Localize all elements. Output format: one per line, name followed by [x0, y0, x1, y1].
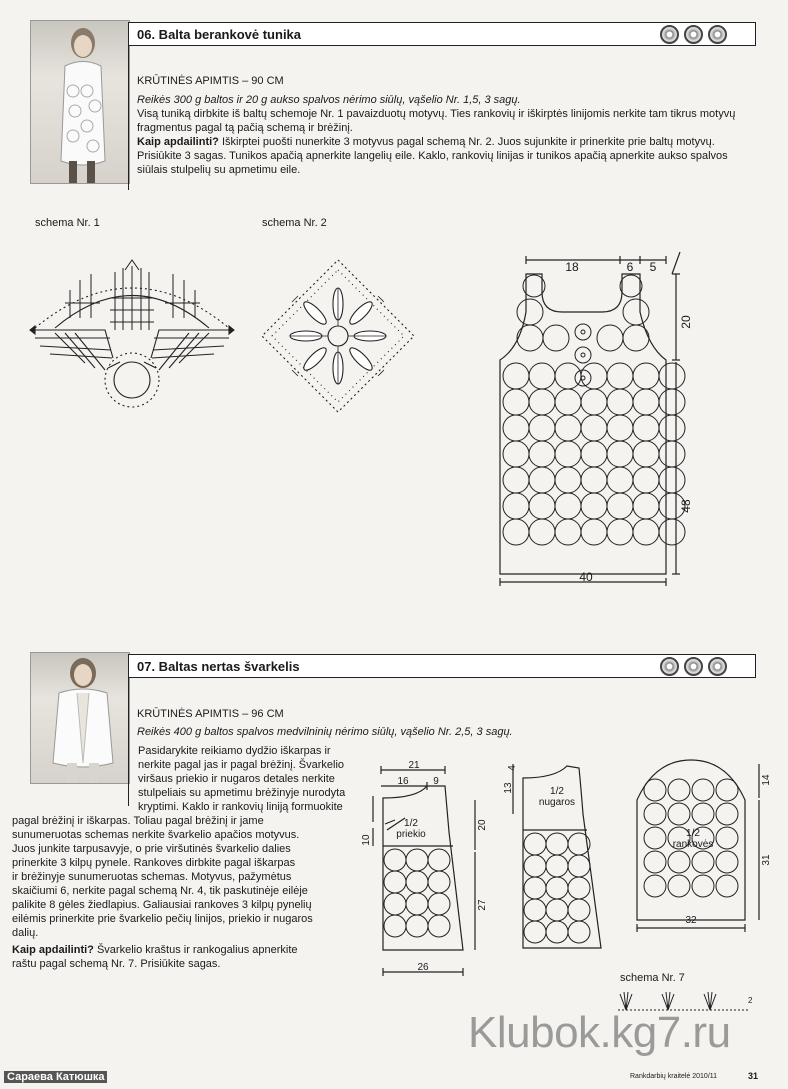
motif-circle	[503, 467, 529, 493]
dim-27: 27	[477, 899, 488, 911]
motif-circle	[428, 871, 450, 893]
dim-4: 4	[507, 765, 518, 771]
chest-size: KRŪTINĖS APIMTIS – 90 CM	[137, 75, 284, 87]
back-label-a: 1/2	[550, 786, 564, 797]
dim-14: 14	[761, 774, 772, 786]
front-label-a: 1/2	[404, 818, 418, 829]
sleeve-diagram	[625, 760, 775, 940]
body-line: prinerkite 3 kilpų pynele. Rankoves dirbkite pagal iškarpas	[12, 857, 296, 869]
motif-circle	[668, 851, 690, 873]
motif-circle	[406, 871, 428, 893]
motif-circle	[716, 851, 738, 873]
dim-20: 20	[679, 315, 693, 329]
dim-32: 32	[685, 915, 697, 926]
motif-circle	[555, 415, 581, 441]
motif-circle	[555, 519, 581, 545]
section-2-body	[12, 744, 380, 971]
magazine-name: Rankdarbių kraitelė 2010/11	[630, 1073, 718, 1080]
section-2-title-bar	[128, 654, 756, 678]
motif-circle	[529, 493, 555, 519]
body-line: ir brėžinyje sunumeruotas schemas. Motyvus, pažymėtus	[12, 871, 292, 883]
motif-circle	[529, 441, 555, 467]
motif-circle	[716, 779, 738, 801]
motif-circle	[668, 875, 690, 897]
motif-circle	[568, 855, 590, 877]
dim-26: 26	[417, 962, 429, 973]
difficulty-icon	[708, 25, 727, 44]
dim-6: 6	[626, 260, 634, 274]
difficulty-icon	[684, 657, 703, 676]
finishing-2	[12, 943, 380, 957]
motif-circle	[546, 833, 568, 855]
motif-circle	[668, 803, 690, 825]
motif-circle	[633, 389, 659, 415]
schema-1-diagram	[25, 258, 240, 418]
watermark: Klubok.kg7.ru	[468, 1008, 731, 1057]
motif-circle	[668, 779, 690, 801]
motif-circle	[659, 467, 685, 493]
motif-circle	[644, 803, 666, 825]
motif-circle	[529, 363, 555, 389]
difficulty-icon	[660, 25, 679, 44]
motif-circle	[503, 441, 529, 467]
motif-circle	[524, 833, 546, 855]
motif-circle	[633, 467, 659, 493]
motif-circle	[716, 875, 738, 897]
section-1-title: 06. Balta berankovė tunika	[137, 26, 302, 42]
motif-circle	[607, 467, 633, 493]
motif-circle	[581, 389, 607, 415]
dim-21: 21	[408, 760, 420, 771]
body-line: eilėmis prinerkite prie švarkelio pečių linijos, priekio ir nugaros	[12, 913, 313, 925]
sleeve-label-b: rankovės	[672, 839, 714, 850]
section-1-title-bar	[128, 22, 756, 46]
motif-circle	[581, 363, 607, 389]
materials: Reikės 300 g baltos ir 20 g aukso spalvos nėrimo siūlų, vąšelio Nr. 1,5, 3 sagų.	[137, 94, 521, 106]
body-line: stulpeliais su apmetimu brėžinyje nurodyta	[138, 787, 346, 799]
motif-circle	[692, 851, 714, 873]
motif-circle	[581, 441, 607, 467]
motif-circle	[529, 389, 555, 415]
body-line: Juos junkite tarpusavyje, o prie viršutinės švarkelio dalies	[12, 843, 291, 855]
motif-circle	[607, 493, 633, 519]
motif-circle	[384, 849, 406, 871]
motif-circle	[716, 803, 738, 825]
back-label-b: nugaros	[538, 797, 576, 808]
difficulty-icon	[684, 25, 703, 44]
motif-circle	[581, 415, 607, 441]
motif-circle	[384, 915, 406, 937]
motif-circle	[607, 389, 633, 415]
motif-circle	[503, 519, 529, 545]
instructions: Visą tuniką dirbkite iš baltų schemoje Nr. 1 pavaizduotų motyvų. Ties rankovių ir iškirptės linijomis nerkite tam tikrus motyvų fragmentus pagal tą pačią schemą ir brėžinį.	[137, 108, 736, 134]
motif-circle	[524, 877, 546, 899]
section-1-text	[137, 74, 742, 177]
motif-circle	[524, 855, 546, 877]
motif-circle	[428, 893, 450, 915]
motif-circle	[428, 915, 450, 937]
motif-circle	[406, 849, 428, 871]
page-number: 31	[748, 1071, 759, 1081]
motif-circle	[568, 877, 590, 899]
tunic-diagram	[490, 252, 710, 592]
motif-circle	[546, 899, 568, 921]
motif-circle	[546, 921, 568, 943]
motif-circle	[555, 363, 581, 389]
motif-circle	[607, 519, 633, 545]
schema-7-label: schema Nr. 7	[620, 972, 685, 984]
motif-circle	[503, 493, 529, 519]
front-label-b: priekio	[396, 829, 426, 840]
motif-circle	[384, 893, 406, 915]
finishing	[137, 135, 742, 177]
dim-18: 18	[565, 260, 579, 274]
motif-circle	[692, 803, 714, 825]
body-line: Pasidarykite reikiamo dydžio iškarpas ir	[138, 745, 331, 757]
motif-circle	[529, 415, 555, 441]
dim-9: 9	[433, 776, 439, 787]
dim-20b: 20	[477, 819, 488, 831]
body-line: dalių.	[12, 927, 39, 939]
motif-circle	[428, 849, 450, 871]
motif-circle	[546, 855, 568, 877]
motif-circle	[659, 389, 685, 415]
finishing-label-2: Kaip apdailinti?	[12, 944, 94, 956]
section-1-divider	[128, 44, 129, 190]
motif-circle	[659, 441, 685, 467]
body-line: sunumeruotas schemas nerkite švarkelio apačios motyvus.	[12, 829, 300, 841]
motif-circle	[555, 467, 581, 493]
motif-circle	[607, 415, 633, 441]
model-figure-1	[31, 21, 129, 183]
finishing-text: Iškirptei puošti nunerkite 3 motyvus pagal schemą Nr. 2. Juos sujunkite ir prinerkite prie baltų motyvų. Prisiūkite 3 sagas. Tunikos apačią apnerkite langelių eile. Kaklo, rankovių linijas ir tunikos apačią apnerkite aukso spalvos siūlais stulpelių su apmetimu eile.	[137, 136, 728, 176]
motif-circle	[524, 899, 546, 921]
credit: Сараева Катюшка	[4, 1071, 107, 1083]
motif-circle	[644, 875, 666, 897]
motif-circle	[692, 875, 714, 897]
dim-10: 10	[361, 834, 372, 846]
jacket-front-diagram	[361, 760, 495, 982]
motif-circle	[503, 415, 529, 441]
finishing-label: Kaip apdailinti?	[137, 136, 219, 148]
motif-circle	[529, 467, 555, 493]
motif-circle	[384, 871, 406, 893]
body-line: skaičiumi 6, nerkite pagal schemą Nr. 4, tik paskutinėje eilėje	[12, 885, 308, 897]
dim-16: 16	[397, 776, 409, 787]
motif-circle	[633, 493, 659, 519]
motif-circle	[568, 921, 590, 943]
motif-circle	[633, 363, 659, 389]
motif-circle	[716, 827, 738, 849]
finishing-text-2a: Švarkelio kraštus ir rankogalius apnerkite	[93, 944, 298, 956]
dim-13: 13	[503, 782, 514, 794]
difficulty-icon	[660, 657, 679, 676]
motif-circle	[607, 363, 633, 389]
tunic-photo	[30, 20, 130, 184]
difficulty-icon	[708, 657, 727, 676]
motif-circle	[503, 363, 529, 389]
motif-circle	[633, 519, 659, 545]
motif-circle	[524, 921, 546, 943]
chest-size-2: KRŪTINĖS APIMTIS – 96 CM	[137, 708, 284, 720]
motif-circle	[659, 519, 685, 545]
body-line: nerkite pagal jas ir pagal brėžinį. Švarkelio	[138, 759, 345, 771]
motif-circle	[555, 493, 581, 519]
motif-circle	[546, 877, 568, 899]
motif-circle	[692, 779, 714, 801]
motif-circle	[644, 827, 666, 849]
motif-circle	[644, 779, 666, 801]
motif-circle	[568, 899, 590, 921]
body-line: palikite 8 gėles žiedlapius. Galiausiai rankoves 3 kilpų pynelių	[12, 899, 312, 911]
motif-circle	[633, 441, 659, 467]
motif-circle	[581, 519, 607, 545]
page-corner-number: 2	[748, 996, 753, 1005]
finishing-text-2b: raštu pagal schemą Nr. 7. Prisiūkite sagas.	[12, 958, 221, 970]
section-2-header-text	[137, 707, 597, 739]
sleeve-label-a: 1/2	[686, 828, 700, 839]
body-line: kryptimi. Kaklo ir rankovių liniją formuokite	[138, 801, 343, 813]
motif-circle	[581, 493, 607, 519]
body-line: pagal brėžinį ir iškarpas. Toliau pagal brėžinį ir jame	[12, 815, 264, 827]
motif-circle	[503, 389, 529, 415]
schema-2-label: schema Nr. 2	[262, 217, 327, 229]
dim-48: 48	[679, 499, 693, 513]
motif-circle	[607, 441, 633, 467]
jacket-back-diagram	[505, 758, 615, 968]
section-2-title: 07. Baltas nertas švarkelis	[137, 658, 300, 674]
motif-circle	[581, 467, 607, 493]
schema-1-label: schema Nr. 1	[35, 217, 100, 229]
motif-circle	[644, 851, 666, 873]
motif-circle	[555, 389, 581, 415]
dim-31: 31	[761, 854, 772, 866]
dim-40: 40	[579, 570, 593, 584]
motif-circle	[659, 415, 685, 441]
schema-2-diagram	[258, 256, 418, 416]
motif-circle	[555, 441, 581, 467]
motif-circle	[529, 519, 555, 545]
motif-circle	[406, 915, 428, 937]
dim-5: 5	[649, 260, 657, 274]
motif-circle	[659, 363, 685, 389]
motif-circle	[406, 893, 428, 915]
motif-circle	[633, 415, 659, 441]
materials-2: Reikės 400 g baltos spalvos medvilninių nėrimo siūlų, vąšelio Nr. 2,5, 3 sagų.	[137, 726, 513, 738]
body-line: viršaus priekio ir nugaros detales nerkite	[138, 773, 335, 785]
